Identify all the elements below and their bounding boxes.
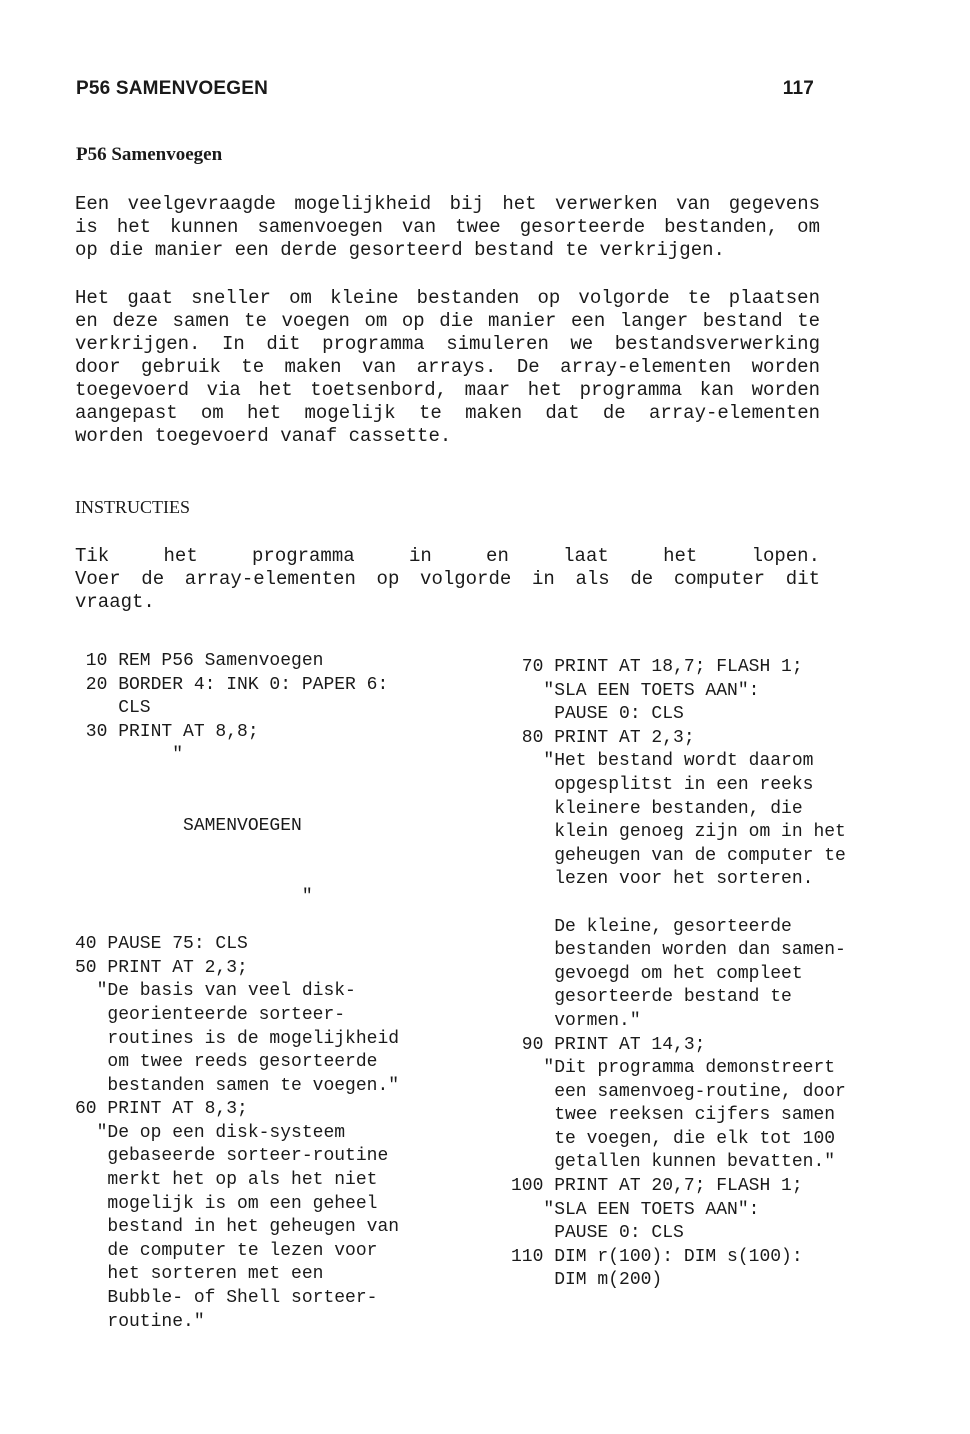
code-line bbox=[75, 792, 399, 816]
code-line: lezen voor het sorteren. bbox=[511, 869, 814, 890]
code-line: SAMENVOEGEN bbox=[75, 816, 302, 837]
instructions-heading: INSTRUCTIES bbox=[75, 497, 191, 517]
code-line: 100 PRINT AT 20,7; FLASH 1; bbox=[511, 1176, 803, 1197]
code-line: "Het bestand wordt daarom bbox=[511, 751, 814, 772]
code-line: bestanden worden dan samen- bbox=[511, 940, 846, 961]
code-line bbox=[511, 892, 846, 916]
code-line: De kleine, gesorteerde bbox=[511, 916, 792, 937]
code-line: Bubble- of Shell sorteer- bbox=[75, 1288, 378, 1309]
code-line: "De basis van veel disk- bbox=[75, 981, 356, 1002]
code-line bbox=[75, 768, 399, 792]
running-head-section: P56 SAMENVOEGEN bbox=[76, 78, 268, 99]
code-line: routines is de mogelijkheid bbox=[75, 1028, 400, 1049]
code-line: een samenvoeg-routine, door bbox=[511, 1081, 846, 1102]
code-line: merkt het op als het niet bbox=[75, 1170, 378, 1191]
code-line: te voegen, die elk tot 100 bbox=[511, 1128, 836, 1149]
code-line: geheugen van de computer te bbox=[511, 845, 846, 866]
code-line: gesorteerde bestand te bbox=[511, 987, 792, 1008]
code-line: 80 PRINT AT 2,3; bbox=[511, 727, 695, 748]
paragraph-line: worden toegevoerd vanaf cassette. bbox=[75, 425, 452, 447]
page-title: P56 Samenvoegen bbox=[76, 144, 223, 165]
code-line: bestand in het geheugen van bbox=[75, 1217, 400, 1238]
code-line: de computer te lezen voor bbox=[75, 1240, 378, 1261]
code-line: CLS bbox=[75, 698, 151, 719]
code-line: gebaseerde sorteer-routine bbox=[75, 1146, 389, 1167]
intro-paragraph-1 bbox=[75, 193, 820, 262]
code-line: PAUSE 0: CLS bbox=[511, 1223, 684, 1244]
code-line: 90 PRINT AT 14,3; bbox=[511, 1034, 706, 1055]
code-line: 40 PAUSE 75: CLS bbox=[75, 934, 248, 955]
paragraph-line: Een veelgevraagde mogelijkheid bij het verwerken van gegevens bbox=[75, 193, 820, 215]
code-line: " bbox=[75, 745, 184, 766]
paragraph-line: Het gaat sneller om kleine bestanden op volgorde te plaatsen bbox=[75, 287, 820, 309]
paragraph-line: door gebruik te maken van arrays. De array-elementen worden bbox=[75, 356, 820, 378]
code-line: 110 DIM r(100): DIM s(100): bbox=[511, 1246, 803, 1267]
code-line: PAUSE 0: CLS bbox=[511, 704, 684, 725]
code-line: kleinere bestanden, die bbox=[511, 798, 803, 819]
code-line bbox=[75, 839, 399, 863]
paragraph-line: verkrijgen. In dit programma simuleren we bestandsverwerking bbox=[75, 333, 820, 355]
paragraph-line: op die manier een derde gesorteerd bestand te verkrijgen. bbox=[75, 239, 725, 261]
code-line: georienteerde sorteer- bbox=[75, 1004, 346, 1025]
running-head bbox=[76, 78, 816, 100]
code-line: DIM m(200) bbox=[511, 1270, 663, 1291]
code-listing-left bbox=[75, 650, 399, 1334]
code-line: getallen kunnen bevatten." bbox=[511, 1152, 836, 1173]
code-line: twee reeksen cijfers samen bbox=[511, 1105, 836, 1126]
code-line: 30 PRINT AT 8,8; bbox=[75, 721, 259, 742]
code-line: mogelijk is om een geheel bbox=[75, 1193, 378, 1214]
code-line: klein genoeg zijn om in het bbox=[511, 822, 846, 843]
code-line: 10 REM P56 Samenvoegen bbox=[75, 651, 324, 671]
paragraph-line: Tik het programma in en laat het lopen. bbox=[75, 545, 820, 567]
code-line: "SLA EEN TOETS AAN": bbox=[511, 680, 760, 701]
code-line: " bbox=[75, 886, 313, 907]
paragraph-line: vraagt. bbox=[75, 591, 155, 613]
instructions-paragraph bbox=[75, 545, 820, 614]
code-line: "SLA EEN TOETS AAN": bbox=[511, 1199, 760, 1220]
code-line: 50 PRINT AT 2,3; bbox=[75, 957, 248, 978]
code-line: "De op een disk-systeem bbox=[75, 1122, 346, 1143]
paragraph-line: is het kunnen samenvoegen van twee gesorteerde bestanden, om bbox=[75, 216, 820, 238]
code-line: vormen." bbox=[511, 1010, 641, 1031]
code-line: opgesplitst in een reeks bbox=[511, 774, 814, 795]
code-line bbox=[75, 862, 399, 886]
paragraph-line: Voer de array-elementen op volgorde in als de computer dit bbox=[75, 568, 820, 590]
code-line: om twee reeds gesorteerde bbox=[75, 1052, 378, 1073]
code-line: bestanden samen te voegen." bbox=[75, 1075, 400, 1096]
code-line: 60 PRINT AT 8,3; bbox=[75, 1099, 248, 1120]
code-listing-right bbox=[511, 656, 846, 1293]
code-line: "Dit programma demonstreert bbox=[511, 1058, 836, 1079]
code-line bbox=[75, 910, 399, 934]
code-line: 20 BORDER 4: INK 0: PAPER 6: bbox=[75, 674, 389, 695]
paragraph-line: en deze samen te voegen om op die manier een langer bestand te bbox=[75, 310, 820, 332]
intro-paragraph-2 bbox=[75, 287, 820, 448]
code-line: routine." bbox=[75, 1311, 205, 1332]
code-line: 70 PRINT AT 18,7; FLASH 1; bbox=[511, 657, 803, 677]
code-line: gevoegd om het compleet bbox=[511, 963, 803, 984]
paragraph-line: aangepast om het mogelijk te maken dat de array-elementen bbox=[75, 402, 820, 424]
paragraph-line: toegevoerd via het toetsenbord, maar het programma kan worden bbox=[75, 379, 820, 401]
page-number: 117 bbox=[782, 78, 814, 99]
code-line: het sorteren met een bbox=[75, 1264, 324, 1285]
